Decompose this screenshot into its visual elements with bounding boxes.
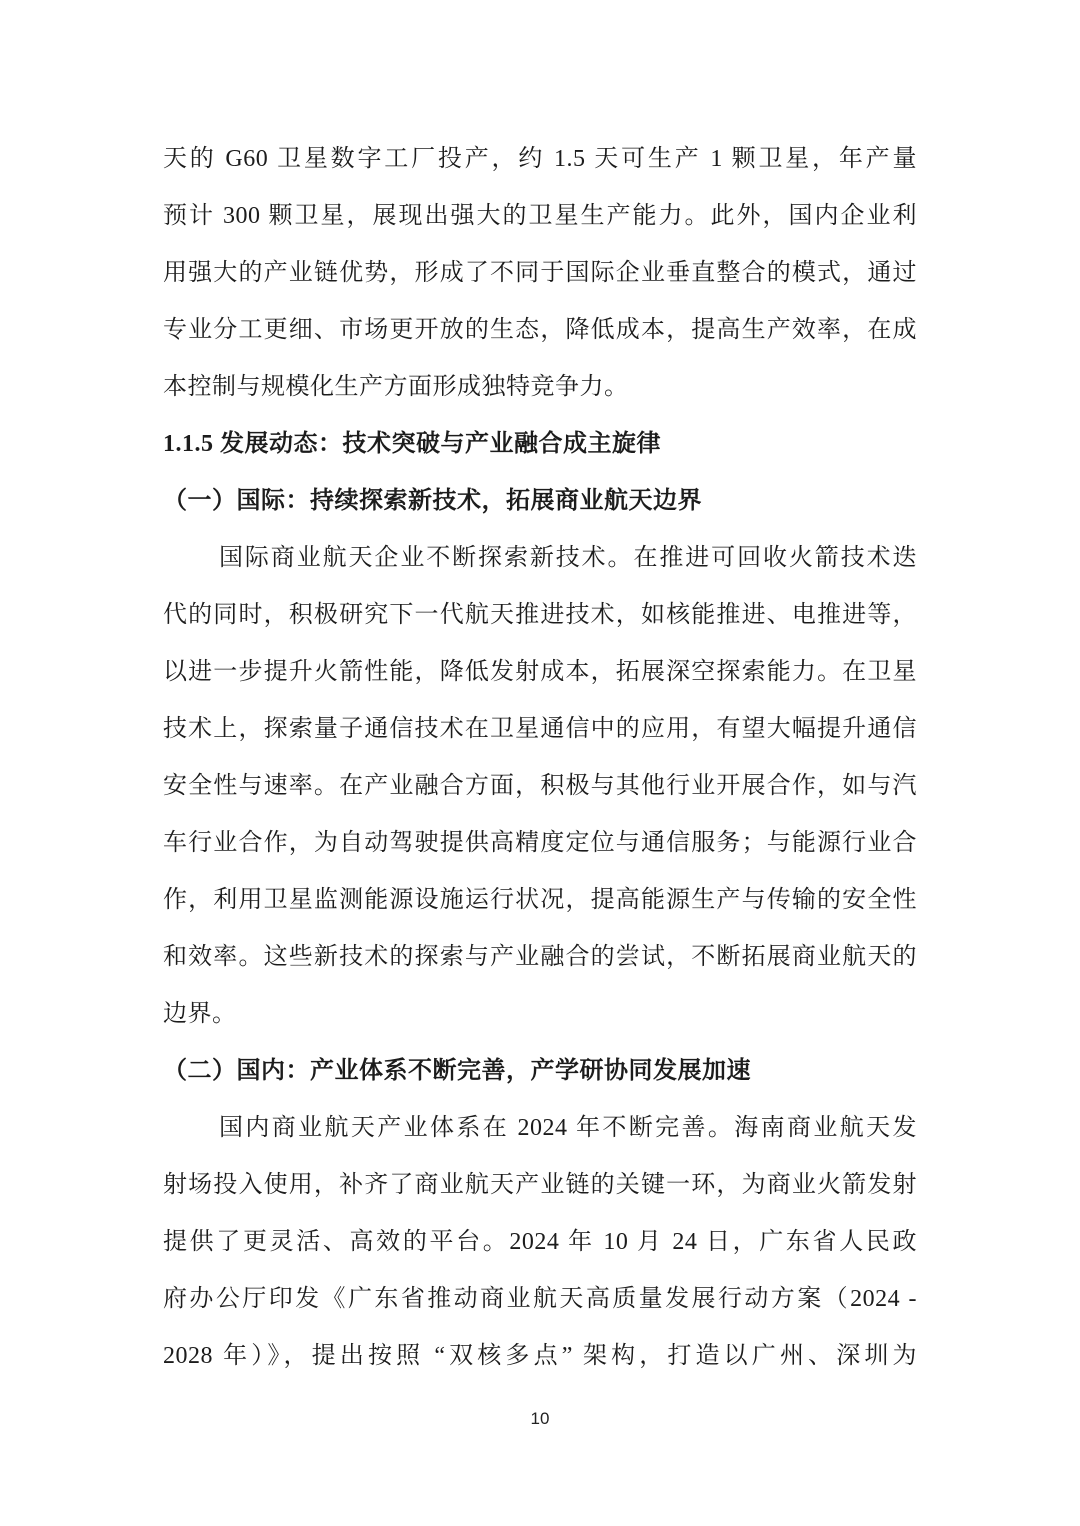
text-line: 本控制与规模化生产方面形成独特竞争力。 bbox=[163, 374, 629, 400]
page-body bbox=[163, 131, 917, 1385]
text-line: 用强大的产业链优势，形成了不同于国际企业垂直整合的模式，通过 bbox=[163, 260, 917, 286]
text-line: 射场投入使用，补齐了商业航天产业链的关键一环，为商业火箭发射 bbox=[163, 1172, 917, 1198]
section-heading: （二）国内：产业体系不断完善，产学研协同发展加速 bbox=[163, 1058, 751, 1084]
text-line: 作，利用卫星监测能源设施运行状况，提高能源生产与传输的安全性 bbox=[163, 887, 917, 913]
page-number: 10 bbox=[530, 1409, 550, 1428]
text-line: 国际商业航天企业不断探索新技术。在推进可回收火箭技术迭 bbox=[219, 545, 917, 571]
section-heading: （一）国际：持续探索新技术，拓展商业航天边界 bbox=[163, 488, 702, 514]
text-line: 车行业合作，为自动驾驶提供高精度定位与通信服务；与能源行业合 bbox=[163, 830, 917, 856]
text-line: 安全性与速率。在产业融合方面，积极与其他行业开展合作，如与汽 bbox=[163, 773, 917, 799]
text-line: 以进一步提升火箭性能，降低发射成本，拓展深空探索能力。在卫星 bbox=[163, 659, 917, 685]
section-heading: 1.1.5 发展动态：技术突破与产业融合成主旋律 bbox=[163, 431, 661, 457]
text-line: 府办公厅印发《广东省推动商业航天高质量发展行动方案（2024 - bbox=[163, 1286, 917, 1312]
text-line: 和效率。这些新技术的探索与产业融合的尝试，不断拓展商业航天的 bbox=[163, 944, 917, 970]
text-line: 国内商业航天产业体系在 2024 年不断完善。海南商业航天发 bbox=[219, 1115, 917, 1141]
text-line: 预计 300 颗卫星，展现出强大的卫星生产能力。此外，国内企业利 bbox=[163, 203, 917, 229]
text-line: 专业分工更细、市场更开放的生态，降低成本，提高生产效率，在成 bbox=[163, 317, 917, 343]
text-line: 提供了更灵活、高效的平台。2024 年 10 月 24 日，广东省人民政 bbox=[163, 1229, 917, 1255]
text-line: 天的 G60 卫星数字工厂投产，约 1.5 天可生产 1 颗卫星，年产量 bbox=[163, 146, 917, 172]
text-line: 边界。 bbox=[163, 1001, 237, 1027]
text-line: 代的同时，积极研究下一代航天推进技术，如核能推进、电推进等， bbox=[163, 602, 917, 628]
text-line: 技术上，探索量子通信技术在卫星通信中的应用，有望大幅提升通信 bbox=[163, 716, 917, 742]
text-line: 2028 年）》，提出按照 “双核多点” 架构，打造以广州、深圳为 bbox=[163, 1343, 917, 1369]
